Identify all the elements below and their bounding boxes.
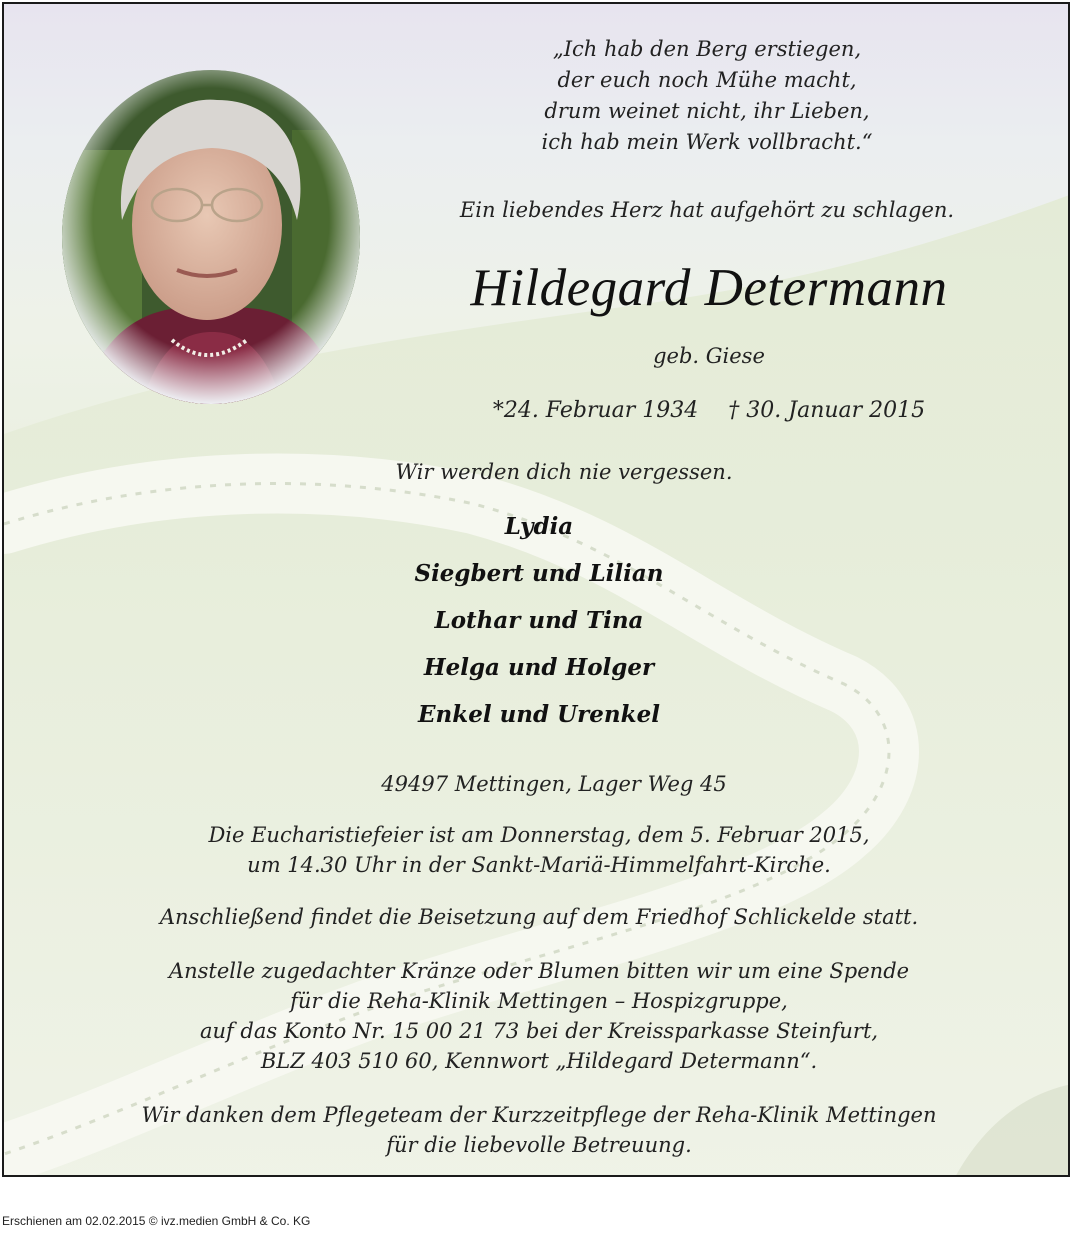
remembrance-line: Wir werden dich nie vergessen. xyxy=(395,460,733,484)
burial-info: Anschließend findet die Beisetzung auf dem Friedhof Schlickelde statt. xyxy=(159,905,919,929)
quote-line: ich hab mein Werk vollbracht.“ xyxy=(541,130,873,154)
maiden-name: geb. Giese xyxy=(653,344,765,368)
obituary-card xyxy=(2,2,1070,1177)
heart-line: Ein liebendes Herz hat aufgehört zu schlagen. xyxy=(459,198,955,222)
family-member: Lothar und Tina xyxy=(434,607,644,634)
donation-line: auf das Konto Nr. 15 00 21 73 bei der Kreissparkasse Steinfurt, xyxy=(199,1019,879,1043)
service-line: um 14.30 Uhr in der Sankt-Mariä-Himmelfahrt-Kirche. xyxy=(247,853,831,877)
thanks-line: für die liebevolle Betreuung. xyxy=(386,1133,692,1157)
thanks-line: Wir danken dem Pflegeteam der Kurzzeitpflege der Reha-Klinik Mettingen xyxy=(141,1103,937,1127)
service-line: Die Eucharistiefeier ist am Donnerstag, dem 5. Februar 2015, xyxy=(208,823,870,847)
family-list xyxy=(304,512,774,747)
donation-line: Anstelle zugedachter Kränze oder Blumen bitten wir um eine Spende xyxy=(168,959,910,983)
thanks-info xyxy=(64,1100,1014,1160)
memorial-quote xyxy=(412,34,1002,158)
life-dates xyxy=(474,398,944,423)
family-member: Siegbert und Lilian xyxy=(414,560,664,587)
quote-line: „Ich hab den Berg erstiegen, xyxy=(552,37,862,61)
portrait-photo xyxy=(62,70,360,404)
quote-line: der euch noch Mühe macht, xyxy=(557,68,857,92)
family-member: Enkel und Urenkel xyxy=(418,701,660,728)
address: 49497 Mettingen, Lager Weg 45 xyxy=(381,772,727,796)
donation-info xyxy=(64,956,1014,1076)
family-member: Helga und Holger xyxy=(423,654,655,681)
family-member: Lydia xyxy=(504,513,574,540)
death-date: † 30. Januar 2015 xyxy=(728,398,926,423)
deceased-name: Hildegard Determann xyxy=(470,259,948,317)
donation-line: für die Reha-Klinik Mettingen – Hospizgruppe, xyxy=(290,989,788,1013)
quote-line: drum weinet nicht, ihr Lieben, xyxy=(544,99,870,123)
publication-footer: Erschienen am 02.02.2015 © ivz.medien GmbH & Co. KG xyxy=(2,1214,311,1228)
birth-date: *24. Februar 1934 xyxy=(492,398,699,423)
service-info xyxy=(64,820,1014,880)
donation-line: BLZ 403 510 60, Kennwort „Hildegard Determann“. xyxy=(260,1049,818,1073)
